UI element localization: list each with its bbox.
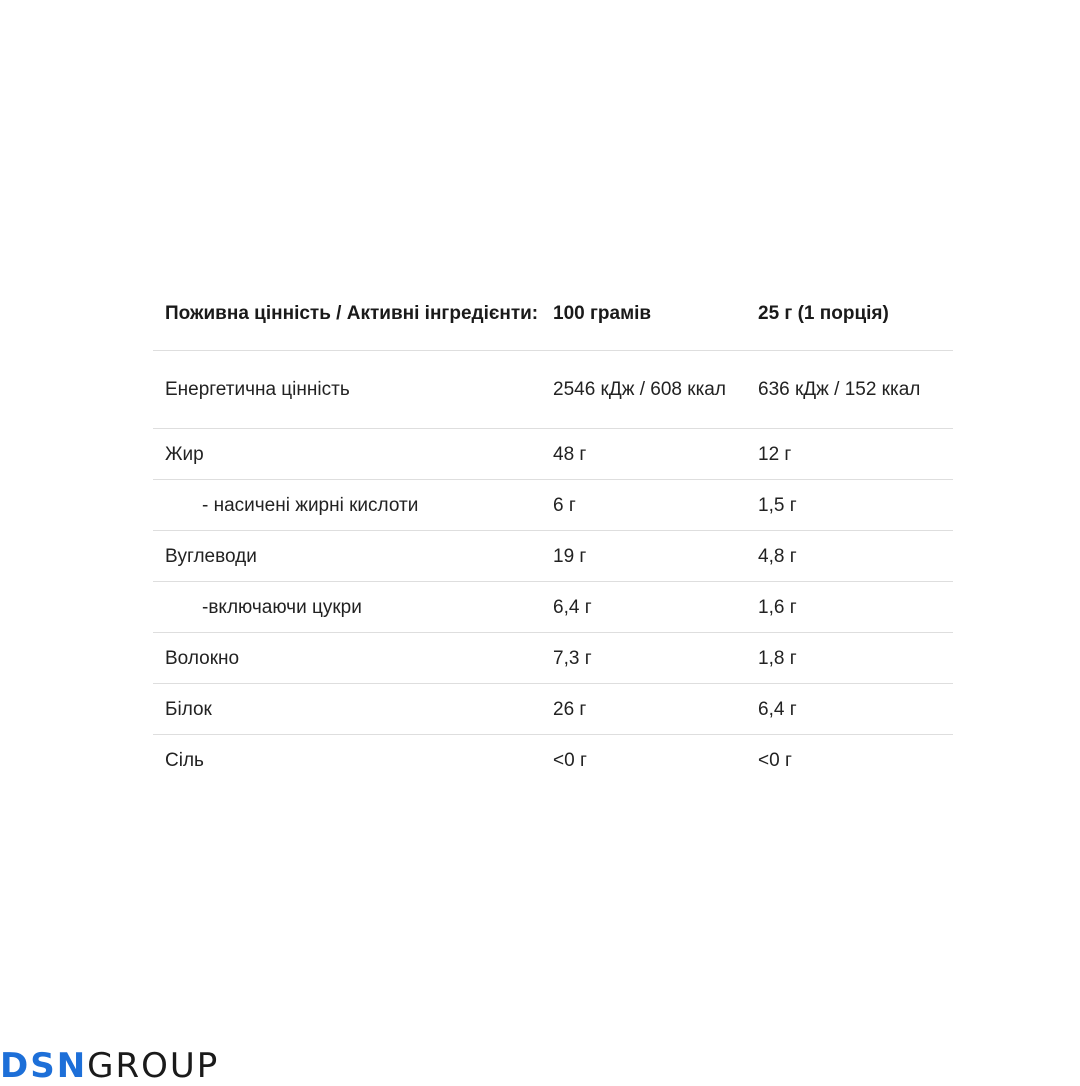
nutrient-name: - насичені жирні кислоти (202, 494, 419, 516)
nutrition-table (153, 276, 953, 786)
table-row (153, 735, 953, 786)
table-row (153, 633, 953, 684)
value-per-100g: 6 г (553, 494, 576, 516)
value-per-serving: 1,6 г (758, 596, 797, 618)
value-per-serving: 12 г (758, 443, 792, 465)
value-per-100g: <0 г (553, 750, 587, 771)
value-per-serving: 1,8 г (758, 647, 797, 669)
value-per-serving: 4,8 г (758, 545, 797, 567)
table-row (153, 531, 953, 582)
nutrient-name: Жир (165, 443, 204, 465)
value-per-serving: 6,4 г (758, 698, 797, 720)
value-per-100g: 26 г (553, 698, 587, 720)
value-per-100g: 2546 кДж / 608 ккал (553, 379, 726, 400)
nutrient-name: Енергетична цінність (165, 379, 350, 400)
header-per-100g: 100 грамів (553, 302, 652, 324)
value-per-serving: 1,5 г (758, 494, 797, 516)
header-nutrient: Поживна цінність / Активні інгредієнти: (165, 302, 539, 324)
nutrient-name: Вуглеводи (165, 545, 257, 567)
table-header-row (153, 276, 953, 351)
dsn-group-logo (0, 1046, 220, 1086)
value-per-100g: 19 г (553, 545, 587, 567)
nutrient-name: Сіль (165, 750, 204, 771)
nutrient-name: Волокно (165, 647, 240, 669)
value-per-100g: 48 г (553, 443, 587, 465)
logo-dsn: DSN (0, 1046, 88, 1086)
table-row (153, 582, 953, 633)
table-row (153, 351, 953, 429)
nutrient-name: -включаючи цукри (202, 596, 362, 618)
nutrient-name: Білок (165, 698, 212, 720)
table-row (153, 480, 953, 531)
logo-group: GROUP (87, 1046, 220, 1086)
table-row (153, 684, 953, 735)
value-per-100g: 6,4 г (553, 596, 592, 618)
table-row (153, 429, 953, 480)
value-per-serving: 636 кДж / 152 ккал (758, 379, 921, 400)
value-per-100g: 7,3 г (553, 647, 592, 669)
value-per-serving: <0 г (758, 750, 792, 771)
header-per-serving: 25 г (1 порція) (758, 302, 889, 324)
